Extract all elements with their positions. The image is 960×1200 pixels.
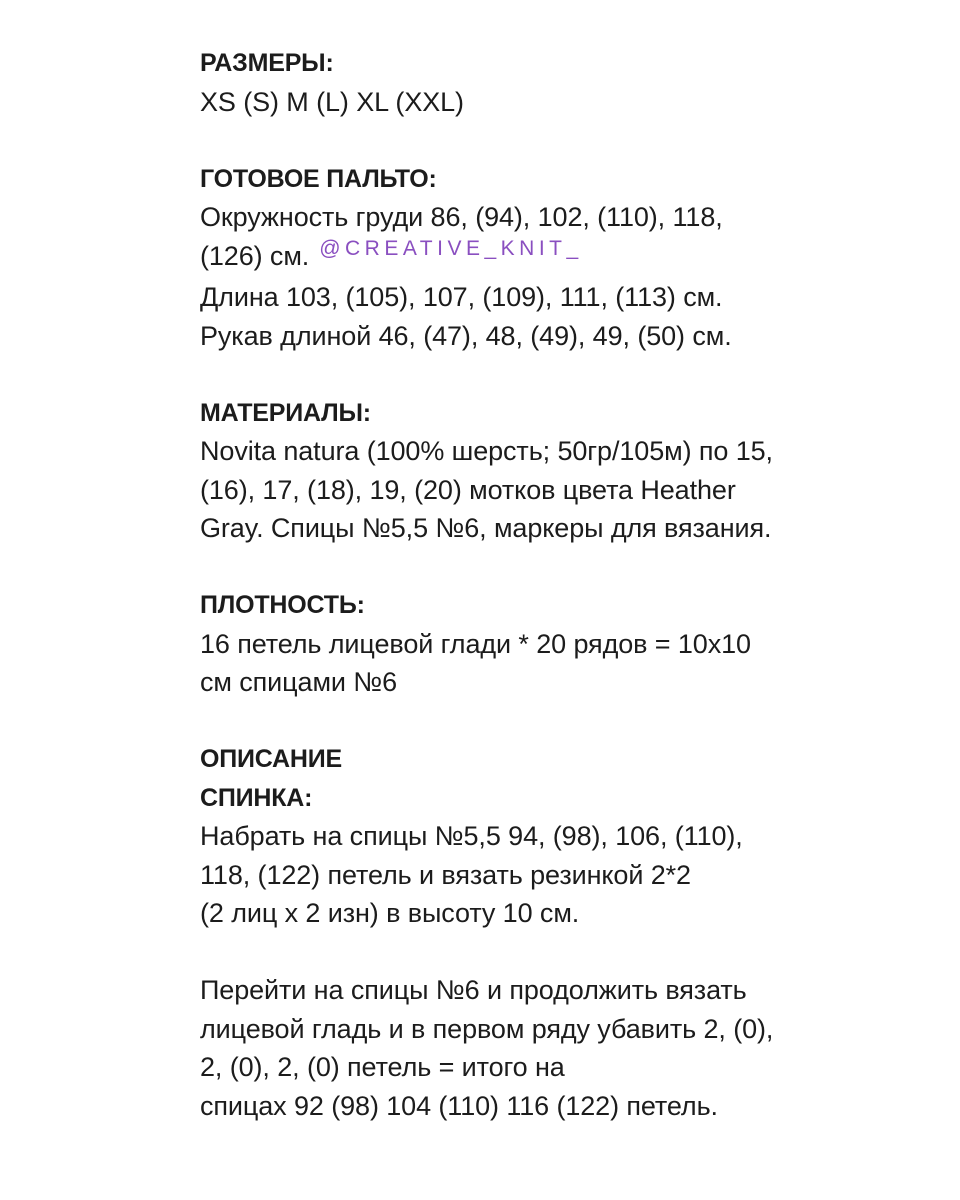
- materials-heading: МАТЕРИАЛЫ:: [200, 398, 371, 427]
- gauge-line: см спицами №6: [200, 667, 398, 697]
- spacer: [200, 702, 940, 741]
- materials-line: Gray. Спицы №5,5 №6, маркеры для вязания.: [200, 513, 772, 543]
- description-line: 2, (0), 2, (0) петель = итого на: [200, 1052, 565, 1082]
- spacer: [200, 933, 940, 972]
- chest-line: Окружность груди 86, (94), 102, (110), 118,: [200, 202, 723, 232]
- finished-coat-heading: ГОТОВОЕ ПАЛЬТО:: [200, 164, 437, 193]
- watermark-text: @CREATIVE_KNIT_: [319, 236, 583, 260]
- chest-line-continued: [200, 237, 940, 279]
- description-line: (2 лиц х 2 изн) в высоту 10 см.: [200, 898, 580, 928]
- length-line: Длина 103, (105), 107, (109), 111, (113) см.: [200, 282, 723, 312]
- pattern-document: [200, 44, 940, 1125]
- chest-line-end: (126) см.: [200, 240, 310, 271]
- description-line: Перейти на спицы №6 и продолжить вязать: [200, 975, 747, 1005]
- description-line: лицевой гладь и в первом ряду убавить 2, (0),: [200, 1013, 774, 1044]
- back-heading: СПИНКА:: [200, 783, 313, 812]
- materials-line: Novita natura (100% шерсть; 50гр/105м) по 15,: [200, 436, 773, 466]
- spacer: [200, 548, 940, 587]
- gauge-heading: ПЛОТНОСТЬ:: [200, 591, 365, 619]
- sizes-heading: РАЗМЕРЫ:: [200, 49, 334, 77]
- materials-line: (16), 17, (18), 19, (20) мотков цвета Heather: [200, 474, 736, 505]
- spacer: [200, 355, 940, 394]
- description-line: спицах 92 (98) 104 (110) 116 (122) петель.: [200, 1090, 718, 1121]
- description-line: Набрать на спицы №5,5 94, (98), 106, (110),: [200, 821, 743, 851]
- description-line: 118, (122) петель и вязать резинкой 2*2: [200, 859, 691, 890]
- sizes-list: XS (S) M (L) XL (XXL): [200, 86, 464, 117]
- spacer: [200, 121, 940, 160]
- gauge-line: 16 петель лицевой глади * 20 рядов = 10x10: [200, 628, 751, 659]
- description-heading: ОПИСАНИЕ: [200, 745, 342, 773]
- sleeve-line: Рукав длиной 46, (47), 48, (49), 49, (50) см.: [200, 320, 732, 351]
